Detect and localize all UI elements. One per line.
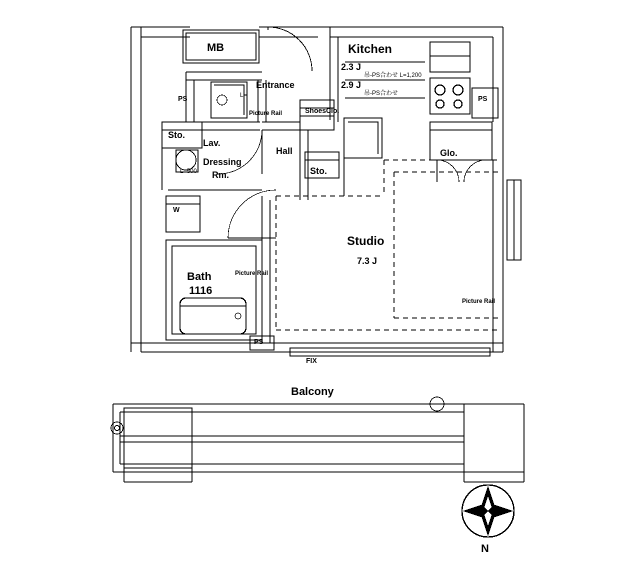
label-fix-window: FIX: [306, 358, 317, 365]
room-label-bath: Bath: [187, 271, 212, 283]
picture-rail-label-3: Picture Rail: [462, 299, 496, 305]
label-shoes-closet: ShoesClo.: [305, 108, 340, 115]
room-label-mb: MB: [207, 42, 225, 54]
room-label-dressing-rm: Rm.: [212, 170, 230, 180]
room-label-glo: Glo.: [440, 148, 458, 158]
studio-area: 7.3 J: [357, 256, 378, 266]
room-label-lav: Lav.: [203, 138, 221, 148]
washer-icon: W: [173, 207, 180, 214]
label-ps-right: PS: [478, 96, 488, 103]
room-label-entrance: Entrance: [256, 80, 295, 90]
label-ps-bottom: PS: [254, 339, 264, 346]
label-ps-left: PS: [178, 96, 188, 103]
dressing-dimension-note: L=500: [180, 169, 197, 175]
room-label-balcony: Balcony: [291, 386, 334, 398]
room-label-sto-hall: Sto.: [310, 166, 327, 176]
picture-rail-label-1: Picture Rail: [249, 111, 283, 117]
kitchen-note-1: 吊-PS合わせ L=1,200: [364, 73, 422, 79]
bath-size: 1116: [189, 285, 213, 297]
room-label-hall: Hall: [276, 146, 293, 156]
room-label-sto-left: Sto.: [168, 130, 185, 140]
room-label-dressing: Dressing: [203, 157, 242, 167]
kitchen-area-2: 2.9 J: [341, 80, 362, 90]
kitchen-note-2: 吊-PS合わせ: [364, 91, 399, 97]
room-label-studio: Studio: [347, 234, 385, 248]
lav-dimension-note: L=: [240, 93, 247, 99]
compass-north-label: N: [481, 543, 489, 555]
room-label-kitchen: Kitchen: [348, 42, 393, 56]
picture-rail-label-2: Picture Rail: [235, 271, 269, 277]
kitchen-area-1: 2.3 J: [341, 62, 362, 72]
